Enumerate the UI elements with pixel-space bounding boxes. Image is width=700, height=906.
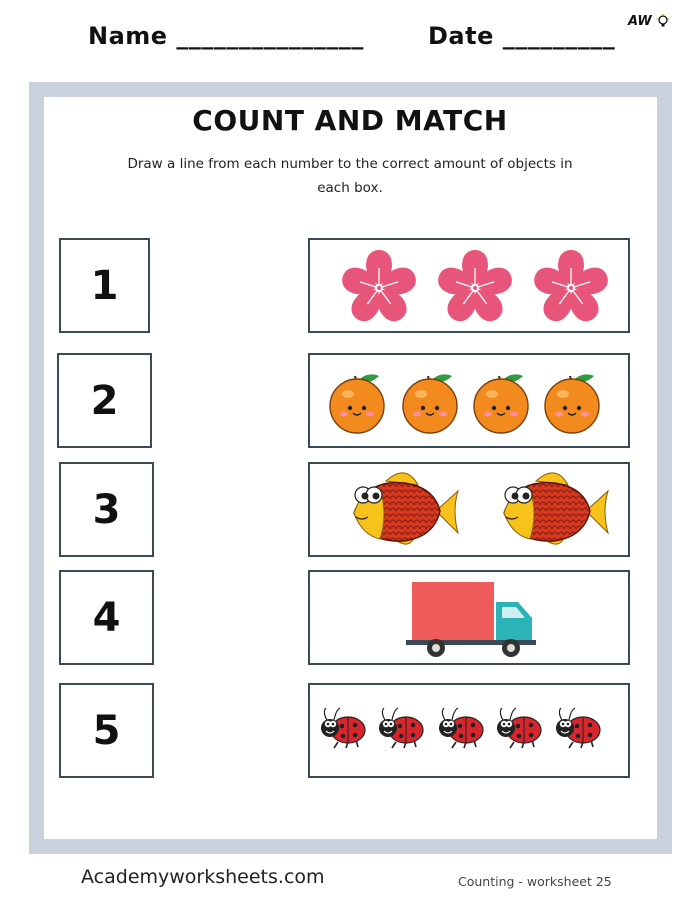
- orange-icon: [545, 374, 599, 433]
- number-box-3[interactable]: [59, 462, 154, 557]
- footer-label: Counting - worksheet 25: [458, 874, 612, 889]
- ladybug-icon: [497, 708, 541, 748]
- logo-text: AW: [628, 14, 652, 29]
- flower-icon: [339, 250, 419, 326]
- object-box-oranges[interactable]: [308, 353, 630, 448]
- name-label: Name _______________: [88, 22, 364, 50]
- worksheet-title: COUNT AND MATCH: [192, 104, 508, 137]
- number-label: 5: [92, 707, 121, 754]
- academy-worksheets-logo: [628, 14, 670, 29]
- orange-icon: [474, 374, 528, 433]
- number-label: 4: [92, 594, 121, 641]
- object-box-flowers[interactable]: [308, 238, 630, 333]
- flower-icon: [435, 250, 515, 326]
- ladybug-icon: [379, 708, 423, 748]
- number-box-5[interactable]: [59, 683, 154, 778]
- date-label: Date _________: [428, 22, 616, 50]
- object-box-fish[interactable]: [308, 462, 630, 557]
- flower-icon: [531, 250, 611, 326]
- fish-icon: [354, 473, 458, 544]
- number-box-4[interactable]: [59, 570, 154, 665]
- ladybug-icon: [321, 708, 365, 748]
- ladybug-icon: [439, 708, 483, 748]
- number-label: 3: [92, 486, 121, 533]
- worksheet-instruction: Draw a line from each number to the correct amount of objects in each box.: [127, 156, 573, 196]
- number-box-2[interactable]: [57, 353, 152, 448]
- number-box-1[interactable]: [59, 238, 150, 333]
- orange-icon: [330, 374, 384, 433]
- object-box-ladybugs[interactable]: [308, 683, 630, 778]
- truck-icon: [406, 582, 536, 657]
- lightbulb-icon: [656, 14, 670, 28]
- ladybug-icon: [556, 708, 600, 748]
- orange-icon: [403, 374, 457, 433]
- footer-site: Academyworksheets.com: [81, 866, 325, 888]
- number-label: 1: [90, 262, 119, 309]
- object-box-truck[interactable]: [308, 570, 630, 665]
- fish-icon: [504, 473, 608, 544]
- number-label: 2: [90, 377, 119, 424]
